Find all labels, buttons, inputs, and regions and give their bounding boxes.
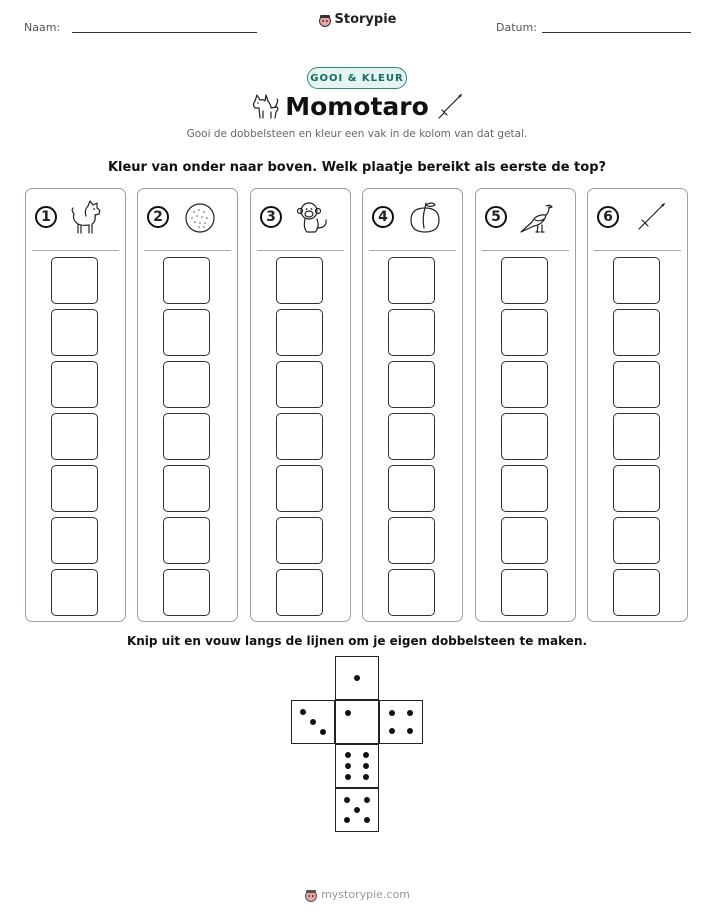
dice-pip	[407, 728, 413, 734]
activity-badge: GOOI & KLEUR	[307, 67, 407, 89]
dice-pip	[320, 729, 326, 735]
dice-pip	[345, 763, 351, 769]
dice-pip	[354, 807, 360, 813]
game-instruction: Kleur van onder naar boven. Welk plaatje bereikt als eerste de top?	[107, 160, 607, 175]
dice-pip	[344, 797, 350, 803]
dice-pip	[363, 774, 369, 780]
dice-pip	[389, 728, 395, 734]
dice-pip	[364, 797, 370, 803]
column-number: 4	[372, 206, 394, 228]
column-number: 3	[260, 206, 282, 228]
brand-name: Storypie	[334, 12, 397, 27]
subtitle: Gooi de dobbelsteen en kleur een vak in de kolom van dat getal.	[186, 128, 528, 140]
dice-face-3	[291, 700, 335, 744]
column-number: 6	[597, 206, 619, 228]
dice-pip	[310, 719, 316, 725]
column-number: 2	[147, 206, 169, 228]
page-title: Momotaro	[285, 92, 429, 121]
dice-pip	[300, 709, 306, 715]
footer	[0, 888, 714, 902]
dice-pip	[363, 752, 369, 758]
cut-instruction: Knip uit en vouw langs de lijnen om je eigen dobbelsteen te maken.	[126, 634, 588, 648]
storypie-logo-icon	[304, 888, 318, 902]
dice-face-5	[335, 788, 379, 832]
dice-pip	[345, 752, 351, 758]
dice-pip	[354, 675, 360, 681]
footer-url[interactable]: mystorypie.com	[321, 888, 410, 901]
date-label: Datum:	[496, 21, 537, 34]
dice-pip	[389, 710, 395, 716]
dice-pip	[364, 817, 370, 823]
dice-pip	[344, 817, 350, 823]
column-number: 5	[485, 206, 507, 228]
dice-pip	[345, 710, 351, 716]
dice-face-1	[335, 656, 379, 700]
dice-pip	[363, 763, 369, 769]
dice-pip	[407, 710, 413, 716]
name-label: Naam:	[24, 21, 61, 34]
dice-face-6	[335, 744, 379, 788]
dice-pip	[345, 774, 351, 780]
dice-face-1	[335, 700, 379, 744]
column-number: 1	[35, 206, 57, 228]
dice-face-4	[379, 700, 423, 744]
